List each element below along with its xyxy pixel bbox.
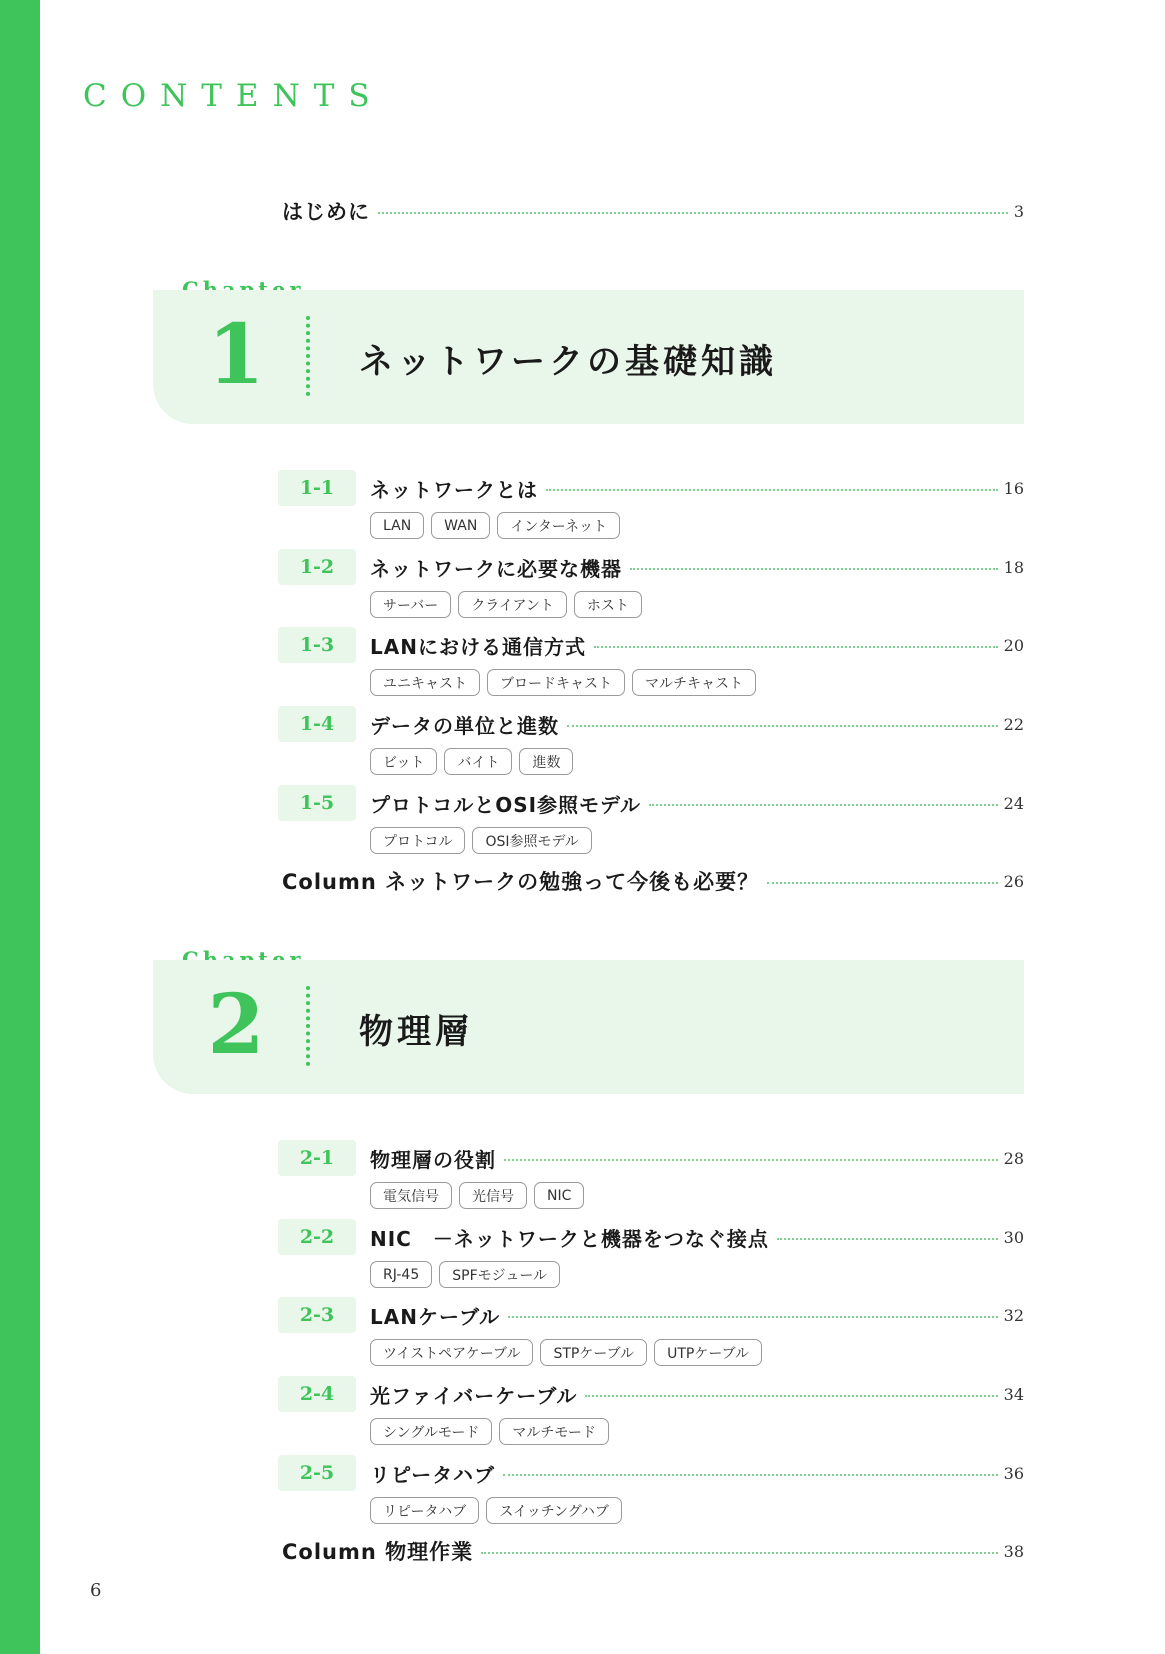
dotted-leader <box>481 1552 998 1554</box>
chapter-divider-dots <box>306 986 310 1066</box>
chapter-2-banner[interactable] <box>153 960 1024 1094</box>
section-number: 2-4 <box>278 1376 356 1412</box>
keyword-tag: WAN <box>431 512 490 539</box>
dotted-leader <box>503 1474 998 1476</box>
toc-intro-title: はじめに <box>282 200 370 224</box>
toc-intro-page: 3 <box>1013 201 1024 221</box>
dotted-leader <box>504 1159 998 1161</box>
section-page: 30 <box>1003 1227 1024 1247</box>
column-title: Column ネットワークの勉強って今後も必要？ <box>282 870 760 894</box>
chapter-1-number: 1 <box>207 307 265 403</box>
chapter-2-title: 物理層 <box>359 1012 473 1052</box>
section-2-2[interactable] <box>278 1219 1024 1288</box>
side-accent-bar <box>0 0 40 1654</box>
section-1-4[interactable] <box>278 706 1024 775</box>
section-2-4[interactable] <box>278 1376 1024 1445</box>
toc-column-2[interactable] <box>282 1534 1024 1568</box>
keyword-tag: リピータハブ <box>370 1497 479 1524</box>
dotted-leader <box>585 1395 997 1397</box>
keyword-tag: インターネット <box>497 512 620 539</box>
keyword-tag: サーバー <box>370 591 451 618</box>
section-page: 24 <box>1003 793 1024 813</box>
keyword-tag: プロトコル <box>370 827 465 854</box>
section-number: 2-5 <box>278 1455 356 1491</box>
keyword-tag: マルチモード <box>499 1418 608 1445</box>
section-page: 18 <box>1003 557 1024 577</box>
keyword-tag: 光信号 <box>459 1182 527 1209</box>
column-page: 26 <box>1003 871 1024 891</box>
toc-column-1[interactable] <box>282 864 1024 898</box>
keyword-tag: UTPケーブル <box>654 1339 762 1366</box>
contents-title: CONTENTS <box>83 78 384 114</box>
keyword-tag: マルチキャスト <box>632 669 756 696</box>
chapter-1-title: ネットワークの基礎知識 <box>359 342 777 382</box>
keyword-tag: バイト <box>444 748 512 775</box>
keyword-tag: ホスト <box>574 591 642 618</box>
section-title: データの単位と進数 <box>370 713 559 738</box>
section-title: 光ファイバーケーブル <box>370 1383 578 1408</box>
keyword-tag: シングルモード <box>370 1418 492 1445</box>
section-title: NIC －ネットワークと機器をつなぐ接点 <box>370 1226 769 1251</box>
keyword-tag: ビット <box>370 748 437 775</box>
section-1-5[interactable] <box>278 785 1024 854</box>
section-title: LANケーブル <box>370 1304 501 1329</box>
section-2-5[interactable] <box>278 1455 1024 1524</box>
toc-intro[interactable] <box>282 194 1024 228</box>
section-page: 36 <box>1003 1463 1024 1483</box>
chapter-1-banner[interactable] <box>153 290 1024 424</box>
keyword-tag: クライアント <box>458 591 567 618</box>
dotted-leader <box>649 804 998 806</box>
section-title: ネットワークとは <box>370 477 538 502</box>
section-number: 1-1 <box>278 470 356 506</box>
keyword-tag: 進数 <box>519 748 573 775</box>
keyword-tag: ブロードキャスト <box>487 669 625 696</box>
dotted-leader <box>767 882 998 884</box>
keyword-tag: LAN <box>370 512 424 539</box>
section-page: 28 <box>1003 1148 1024 1168</box>
keyword-tag: ユニキャスト <box>370 669 480 696</box>
dotted-leader <box>630 568 998 570</box>
section-page: 34 <box>1003 1384 1024 1404</box>
keyword-tag: OSI参照モデル <box>472 827 591 854</box>
section-number: 1-4 <box>278 706 356 742</box>
keyword-tag: STPケーブル <box>540 1339 647 1366</box>
section-title: ネットワークに必要な機器 <box>370 556 622 581</box>
section-title: リピータハブ <box>370 1462 495 1487</box>
section-1-1[interactable] <box>278 470 1024 539</box>
chapter-2-number: 2 <box>207 977 265 1073</box>
dotted-leader <box>378 212 1008 214</box>
section-2-1[interactable] <box>278 1140 1024 1209</box>
section-page: 32 <box>1003 1305 1024 1325</box>
section-1-3[interactable] <box>278 627 1024 696</box>
dotted-leader <box>546 489 998 491</box>
dotted-leader <box>594 646 998 648</box>
section-number: 2-3 <box>278 1297 356 1333</box>
keyword-tag: 電気信号 <box>370 1182 452 1209</box>
section-page: 20 <box>1003 635 1024 655</box>
section-number: 1-3 <box>278 627 356 663</box>
section-1-2[interactable] <box>278 549 1024 618</box>
keyword-tag: ツイストペアケーブル <box>370 1339 533 1366</box>
chapter-divider-dots <box>306 316 310 396</box>
column-page: 38 <box>1003 1541 1024 1561</box>
keyword-tag: スイッチングハブ <box>486 1497 622 1524</box>
keyword-tag: RJ-45 <box>370 1261 432 1288</box>
keyword-tag: NIC <box>534 1182 584 1209</box>
section-page: 16 <box>1003 478 1024 498</box>
section-number: 1-2 <box>278 549 356 585</box>
section-title: LANにおける通信方式 <box>370 634 586 659</box>
page-number: 6 <box>90 1580 102 1601</box>
keyword-tag: SPFモジュール <box>439 1261 560 1288</box>
section-title: プロトコルとOSI参照モデル <box>370 792 642 817</box>
section-2-3[interactable] <box>278 1297 1024 1366</box>
dotted-leader <box>508 1316 997 1318</box>
section-number: 2-1 <box>278 1140 356 1176</box>
section-number: 2-2 <box>278 1219 356 1255</box>
dotted-leader <box>567 725 998 727</box>
dotted-leader <box>777 1238 998 1240</box>
section-number: 1-5 <box>278 785 356 821</box>
section-page: 22 <box>1003 714 1024 734</box>
section-title: 物理層の役割 <box>370 1147 496 1172</box>
column-title: Column 物理作業 <box>282 1540 474 1564</box>
